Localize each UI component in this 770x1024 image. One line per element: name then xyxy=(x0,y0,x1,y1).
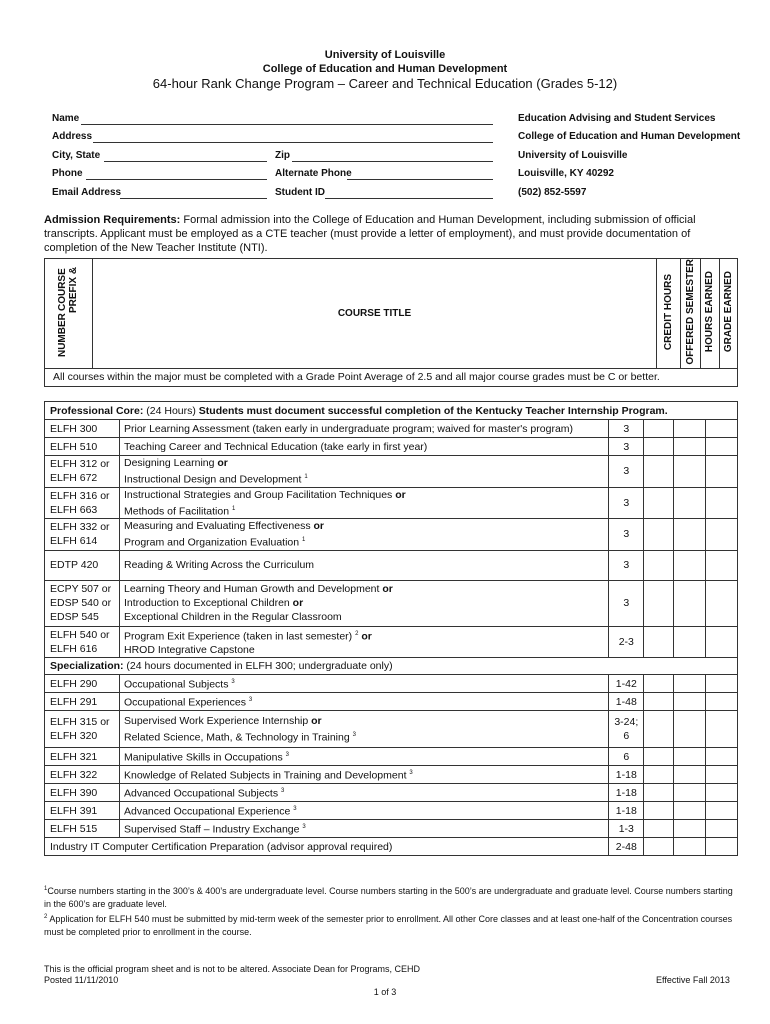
course-title: Reading & Writing Across the Curriculum xyxy=(119,550,608,580)
hours-earned-cell[interactable] xyxy=(674,456,706,488)
credit-hours: 3 xyxy=(609,580,644,626)
hours-earned-cell[interactable] xyxy=(674,438,706,456)
hours-earned-cell[interactable] xyxy=(674,519,706,551)
credit-hours: 3 xyxy=(609,420,644,438)
contact-line-4: Louisville, KY 40292 xyxy=(518,168,614,179)
credit-hours: 3-24; 6 xyxy=(609,711,644,748)
certification-row-title: Industry IT Computer Certification Preparation (advisor approval required) xyxy=(45,838,609,856)
table-row xyxy=(45,766,738,784)
course-title: Instructional Strategies and Group Facilitation Techniques or Methods of Facilitation $^1$ xyxy=(119,487,608,519)
course-number: ELFH 515 xyxy=(45,820,120,838)
course-title: Occupational Experiences $^3$ xyxy=(119,693,608,711)
grade-earned-cell[interactable] xyxy=(706,784,738,802)
credit-hours: 1-18 xyxy=(609,784,644,802)
course-table xyxy=(44,401,738,856)
offered-semester-cell[interactable] xyxy=(644,784,674,802)
col-course-title: COURSE TITLE xyxy=(92,259,656,369)
course-title: Learning Theory and Human Growth and Development or Introduction to Exceptional Children or Exceptional Children in the Regular Classroom xyxy=(119,580,608,626)
credit-hours: 3 xyxy=(609,456,644,488)
offered-semester-cell[interactable] xyxy=(644,580,674,626)
grade-earned-cell[interactable] xyxy=(706,711,738,748)
hours-earned-cell[interactable] xyxy=(674,748,706,766)
table-row xyxy=(45,456,738,488)
program-title: 64-hour Rank Change Program – Career and Technical Education (Grades 5-12) xyxy=(152,76,618,91)
col-hours-earned: HOURS EARNED xyxy=(701,259,720,369)
credit-hours: 3 xyxy=(609,550,644,580)
hours-earned-cell[interactable] xyxy=(674,487,706,519)
hours-earned-cell[interactable] xyxy=(674,711,706,748)
offered-semester-cell[interactable] xyxy=(644,438,674,456)
footnote-2: $^2$ Application for ELFH 540 must be submitted by mid-term week of the semester prior to enrollment. All other Core classes and at least one-half of the Concentration courses must be completed prior to enrollment in the course. xyxy=(44,914,733,937)
grade-earned-cell[interactable] xyxy=(706,838,738,856)
offered-semester-cell[interactable] xyxy=(644,802,674,820)
university-title: University of Louisville xyxy=(324,49,446,61)
table-row xyxy=(45,519,738,551)
table-row xyxy=(45,711,738,748)
col-offered-semester: OFFERED SEMESTER xyxy=(681,259,701,369)
table-row xyxy=(45,748,738,766)
table-row xyxy=(45,675,738,693)
hours-earned-cell[interactable] xyxy=(674,420,706,438)
name-field[interactable] xyxy=(81,114,493,125)
offered-semester-cell[interactable] xyxy=(644,693,674,711)
grade-earned-cell[interactable] xyxy=(706,748,738,766)
hours-earned-cell[interactable] xyxy=(674,693,706,711)
credit-hours: 3 xyxy=(609,438,644,456)
email-field[interactable] xyxy=(120,188,267,199)
hours-earned-cell[interactable] xyxy=(674,580,706,626)
credit-hours: 1-18 xyxy=(609,766,644,784)
credit-hours: 6 xyxy=(609,748,644,766)
course-number: ECPY 507 or EDSP 540 or EDSP 545 xyxy=(45,580,120,626)
course-number: ELFH 510 xyxy=(45,438,120,456)
offered-semester-cell[interactable] xyxy=(644,626,674,658)
contact-line-1: Education Advising and Student Services xyxy=(518,113,716,124)
credit-hours: 2-48 xyxy=(609,838,644,856)
offered-semester-cell[interactable] xyxy=(644,550,674,580)
grade-earned-cell[interactable] xyxy=(706,519,738,551)
grade-earned-cell[interactable] xyxy=(706,626,738,658)
city-state-label: City, State xyxy=(52,150,101,161)
zip-field[interactable] xyxy=(292,151,493,162)
grade-earned-cell[interactable] xyxy=(706,580,738,626)
course-title: Occupational Subjects $^3$ xyxy=(119,675,608,693)
offered-semester-cell[interactable] xyxy=(644,711,674,748)
effective-date: Effective Fall 2013 xyxy=(656,975,730,985)
hours-earned-cell[interactable] xyxy=(674,838,706,856)
hours-earned-cell[interactable] xyxy=(674,626,706,658)
contact-line-2: College of Education and Human Development xyxy=(518,131,741,142)
phone-label: Phone xyxy=(52,168,83,179)
official-sheet-note: This is the official program sheet and is not to be altered. Associate Dean for Programs, CEHD xyxy=(44,964,421,974)
address-label: Address xyxy=(52,131,93,142)
course-title: Advanced Occupational Subjects $^3$ xyxy=(119,784,608,802)
course-title: Supervised Work Experience Internship or Related Science, Math, & Technology in Training $^3$ xyxy=(119,711,608,748)
student-id-field[interactable] xyxy=(325,188,493,199)
contact-phone: (502) 852-5597 xyxy=(518,187,587,198)
table-row xyxy=(45,438,738,456)
course-title: Advanced Occupational Experience $^3$ xyxy=(119,802,608,820)
college-title: College of Education and Human Development xyxy=(262,63,508,75)
page-number: 1 of 3 xyxy=(373,987,397,997)
email-label: Email Address xyxy=(52,187,122,198)
course-number: ELFH 291 xyxy=(45,693,120,711)
grade-earned-cell[interactable] xyxy=(706,802,738,820)
course-number: ELFH 332 or ELFH 614 xyxy=(45,519,120,551)
course-title: Prior Learning Assessment (taken early in undergraduate program; waived for master's program) xyxy=(119,420,608,438)
course-number: ELFH 290 xyxy=(45,675,120,693)
course-number: ELFH 391 xyxy=(45,802,120,820)
footnotes xyxy=(44,883,734,939)
offered-semester-cell[interactable] xyxy=(644,820,674,838)
course-title: Designing Learning or Instructional Design and Development $^1$ xyxy=(119,456,608,488)
table-row xyxy=(45,784,738,802)
grade-earned-cell[interactable] xyxy=(706,420,738,438)
alternate-phone-label: Alternate Phone xyxy=(275,168,352,179)
student-id-label: Student ID xyxy=(275,187,325,198)
hours-earned-cell[interactable] xyxy=(674,802,706,820)
address-field[interactable] xyxy=(93,132,493,143)
admission-requirements: Admission Requirements: Formal admission into the College of Education and Human Development, including submission of official transcripts. Applicant must be employed as a CTE teacher (must provide a letter of employment), and must provide documentation of completion of the New Teacher Institute (NTI). xyxy=(44,214,696,254)
course-number: ELFH 312 or ELFH 672 xyxy=(45,456,120,488)
table-row xyxy=(45,580,738,626)
table-row xyxy=(45,820,738,838)
grade-earned-cell[interactable] xyxy=(706,487,738,519)
table-row xyxy=(45,626,738,658)
table-row xyxy=(45,420,738,438)
professional-core-header: Professional Core: (24 Hours) Students must document successful completion of the Kentucky Teacher Internship Program. xyxy=(45,402,738,420)
offered-semester-cell[interactable] xyxy=(644,748,674,766)
footnote-1: $^1$Course numbers starting in the 300’s & 400’s are undergraduate level. Course numbers starting in the 500’s are undergraduate and graduate level. Course numbers starting in the 600’s are graduate level. xyxy=(44,886,733,909)
credit-hours: 1-48 xyxy=(609,693,644,711)
course-number: ELFH 322 xyxy=(45,766,120,784)
grade-earned-cell[interactable] xyxy=(706,693,738,711)
grade-earned-cell[interactable] xyxy=(706,820,738,838)
table-row xyxy=(45,802,738,820)
hours-earned-cell[interactable] xyxy=(674,766,706,784)
hours-earned-cell[interactable] xyxy=(674,820,706,838)
offered-semester-cell[interactable] xyxy=(644,420,674,438)
course-title: Teaching Career and Technical Education (take early in first year) xyxy=(119,438,608,456)
grade-earned-cell[interactable] xyxy=(706,438,738,456)
city-state-field[interactable] xyxy=(104,151,267,162)
grade-earned-cell[interactable] xyxy=(706,550,738,580)
specialization-header: Specialization: (24 hours documented in ELFH 300; undergraduate only) xyxy=(45,658,738,675)
hours-earned-cell[interactable] xyxy=(674,675,706,693)
course-number: ELFH 315 or ELFH 320 xyxy=(45,711,120,748)
grade-earned-cell[interactable] xyxy=(706,675,738,693)
grade-earned-cell[interactable] xyxy=(706,766,738,784)
table-row xyxy=(45,838,738,856)
course-header-table xyxy=(44,258,738,387)
table-row xyxy=(45,693,738,711)
course-title: Supervised Staff – Industry Exchange $^3$ xyxy=(119,820,608,838)
credit-hours: 2-3 xyxy=(609,626,644,658)
course-number: ELFH 300 xyxy=(45,420,120,438)
course-title: Knowledge of Related Subjects in Training and Development $^3$ xyxy=(119,766,608,784)
credit-hours: 3 xyxy=(609,519,644,551)
col-credit-hours: CREDIT HOURS xyxy=(657,259,681,369)
credit-hours: 1-18 xyxy=(609,802,644,820)
table-row xyxy=(45,487,738,519)
offered-semester-cell[interactable] xyxy=(644,766,674,784)
course-title: Manipulative Skills in Occupations $^3$ xyxy=(119,748,608,766)
col-grade-earned: GRADE EARNED xyxy=(719,259,737,369)
col-course-prefix-number: NUMBERCOURSE PREFIX & xyxy=(45,259,93,369)
course-number: ELFH 321 xyxy=(45,748,120,766)
offered-semester-cell[interactable] xyxy=(644,456,674,488)
contact-line-3: University of Louisville xyxy=(518,150,628,161)
table-row xyxy=(45,550,738,580)
course-number: ELFH 540 or ELFH 616 xyxy=(45,626,120,658)
offered-semester-cell[interactable] xyxy=(644,838,674,856)
posted-date: Posted 11/11/2010 xyxy=(44,975,119,985)
offered-semester-cell[interactable] xyxy=(644,487,674,519)
alternate-phone-field[interactable] xyxy=(347,169,493,180)
credit-hours: 3 xyxy=(609,487,644,519)
course-number: ELFH 316 or ELFH 663 xyxy=(45,487,120,519)
course-title: Measuring and Evaluating Effectiveness or Program and Organization Evaluation $^1$ xyxy=(119,519,608,551)
grade-earned-cell[interactable] xyxy=(706,456,738,488)
zip-label: Zip xyxy=(275,150,290,161)
course-number: EDTP 420 xyxy=(45,550,120,580)
name-label: Name xyxy=(52,113,80,124)
gpa-requirement-note: All courses within the major must be completed with a Grade Point Average of 2.5 and all major course grades must be C or better. xyxy=(45,368,738,386)
course-number: ELFH 390 xyxy=(45,784,120,802)
credit-hours: 1-3 xyxy=(609,820,644,838)
hours-earned-cell[interactable] xyxy=(674,550,706,580)
phone-field[interactable] xyxy=(86,169,267,180)
course-title: Program Exit Experience (taken in last semester) $^2$ or HROD Integrative Capstone xyxy=(119,626,608,658)
offered-semester-cell[interactable] xyxy=(644,675,674,693)
offered-semester-cell[interactable] xyxy=(644,519,674,551)
hours-earned-cell[interactable] xyxy=(674,784,706,802)
credit-hours: 1-42 xyxy=(609,675,644,693)
